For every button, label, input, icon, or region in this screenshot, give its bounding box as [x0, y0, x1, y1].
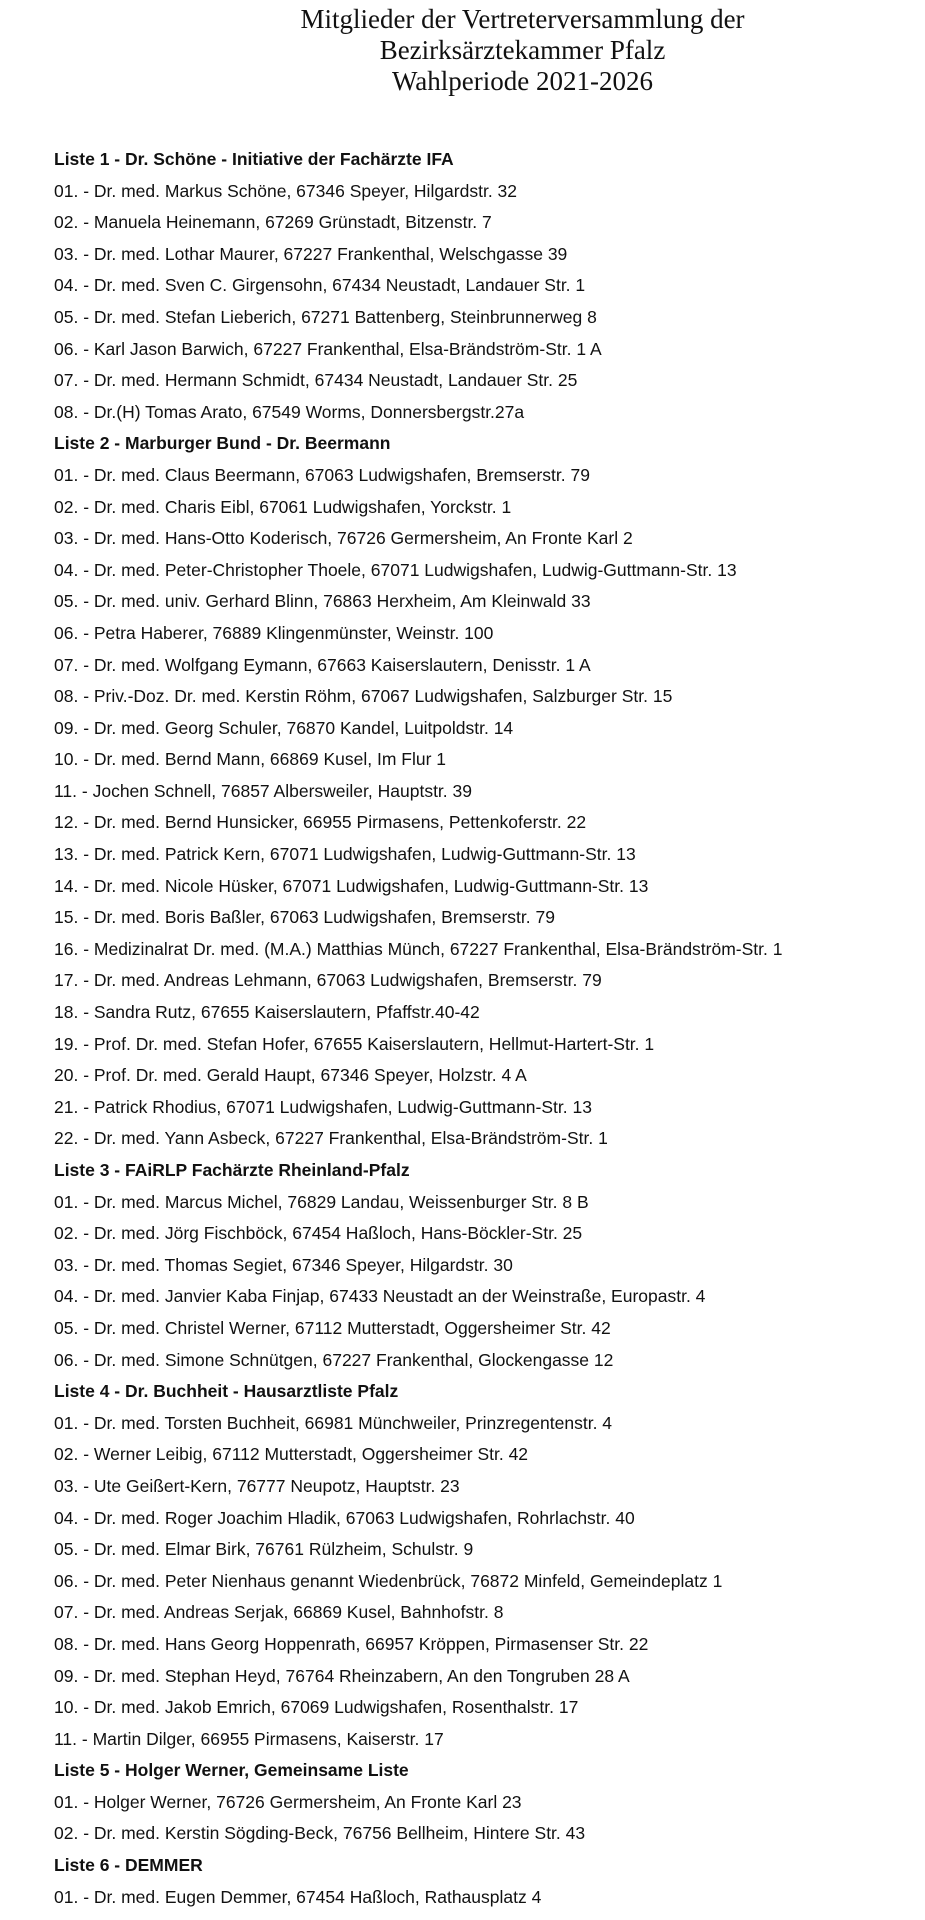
member-entry: 20. - Prof. Dr. med. Gerald Haupt, 67346 Speyer, Holzstr. 4 A	[54, 1065, 527, 1086]
member-entry: 01. - Dr. med. Torsten Buchheit, 66981 Münchweiler, Prinzregentenstr. 4	[54, 1412, 613, 1433]
member-entry: 13. - Dr. med. Patrick Kern, 67071 Ludwigshafen, Ludwig-Guttmann-Str. 13	[54, 844, 636, 865]
member-entry: 10. - Dr. med. Bernd Mann, 66869 Kusel, Im Flur 1	[54, 749, 446, 770]
member-entry: 03. - Dr. med. Lothar Maurer, 67227 Frankenthal, Welschgasse 39	[54, 243, 568, 264]
list-section	[54, 428, 919, 1155]
member-entry: 06. - Dr. med. Peter Nienhaus genannt Wiedenbrück, 76872 Minfeld, Gemeindeplatz 1	[54, 1570, 723, 1591]
member-entry: 02. - Werner Leibig, 67112 Mutterstadt, Oggersheimer Str. 42	[54, 1444, 529, 1465]
member-entry: 08. - Dr. med. Hans Georg Hoppenrath, 66957 Kröppen, Pirmasenser Str. 22	[54, 1633, 649, 1654]
title-line-3: Wahlperiode 2021-2026	[391, 66, 653, 96]
member-entry: 19. - Prof. Dr. med. Stefan Hofer, 67655 Kaiserslautern, Hellmut-Hartert-Str. 1	[54, 1033, 655, 1054]
member-entry: 14. - Dr. med. Nicole Hüsker, 67071 Ludwigshafen, Ludwig-Guttmann-Str. 13	[54, 875, 649, 896]
member-entry: 11. - Jochen Schnell, 76857 Albersweiler, Hauptstr. 39	[54, 780, 472, 801]
member-entry: 05. - Dr. med. Elmar Birk, 76761 Rülzheim, Schulstr. 9	[54, 1539, 474, 1560]
list-section	[54, 1155, 919, 1376]
member-entry: 01. - Dr. med. Claus Beermann, 67063 Ludwigshafen, Bremserstr. 79	[54, 464, 590, 485]
member-entry: 07. - Dr. med. Wolfgang Eymann, 67663 Kaiserslautern, Denisstr. 1 A	[54, 654, 591, 675]
member-entry: 04. - Dr. med. Janvier Kaba Finjap, 67433 Neustadt an der Weinstraße, Europastr. 4	[54, 1286, 706, 1307]
member-entry: 03. - Dr. med. Hans-Otto Koderisch, 76726 Germersheim, An Fronte Karl 2	[54, 528, 633, 549]
member-entry: 06. - Petra Haberer, 76889 Klingenmünster, Weinstr. 100	[54, 622, 494, 643]
document-title	[0, 4, 925, 97]
member-entry: 01. - Dr. med. Eugen Demmer, 67454 Haßloch, Rathausplatz 4	[54, 1886, 542, 1907]
member-entry: 05. - Dr. med. Christel Werner, 67112 Mutterstadt, Oggersheimer Str. 42	[54, 1317, 611, 1338]
member-entry: 05. - Dr. med. Stefan Lieberich, 67271 Battenberg, Steinbrunnerweg 8	[54, 306, 597, 327]
member-entry: 16. - Medizinalrat Dr. med. (M.A.) Matthias Münch, 67227 Frankenthal, Elsa-Brändström-Str. 1	[54, 938, 783, 959]
member-entry: 04. - Dr. med. Roger Joachim Hladik, 67063 Ludwigshafen, Rohrlachstr. 40	[54, 1507, 635, 1528]
member-entry: 10. - Dr. med. Jakob Emrich, 67069 Ludwigshafen, Rosenthalstr. 17	[54, 1697, 579, 1718]
member-entry: 04. - Dr. med. Peter-Christopher Thoele, 67071 Ludwigshafen, Ludwig-Guttmann-Str. 13	[54, 559, 737, 580]
member-entry: 02. - Dr. med. Charis Eibl, 67061 Ludwigshafen, Yorckstr. 1	[54, 496, 512, 517]
member-entry: 18. - Sandra Rutz, 67655 Kaiserslautern, Pfaffstr.40-42	[54, 1002, 480, 1023]
list-heading: Liste 2 - Marburger Bund - Dr. Beermann	[54, 433, 391, 454]
member-entry: 07. - Dr. med. Andreas Serjak, 66869 Kusel, Bahnhofstr. 8	[54, 1602, 504, 1623]
member-entry: 04. - Dr. med. Sven C. Girgensohn, 67434 Neustadt, Landauer Str. 1	[54, 275, 586, 296]
member-entry: 02. - Manuela Heinemann, 67269 Grünstadt, Bitzenstr. 7	[54, 212, 492, 233]
member-entry: 22. - Dr. med. Yann Asbeck, 67227 Frankenthal, Elsa-Brändström-Str. 1	[54, 1128, 608, 1149]
list-heading: Liste 4 - Dr. Buchheit - Hausarztliste Pfalz	[54, 1381, 399, 1402]
member-entry: 09. - Dr. med. Stephan Heyd, 76764 Rheinzabern, An den Tongruben 28 A	[54, 1665, 630, 1686]
member-entry: 01. - Holger Werner, 76726 Germersheim, An Fronte Karl 23	[54, 1791, 522, 1812]
member-entry: 12. - Dr. med. Bernd Hunsicker, 66955 Pirmasens, Pettenkoferstr. 22	[54, 812, 587, 833]
list-section	[54, 144, 919, 428]
member-entry: 09. - Dr. med. Georg Schuler, 76870 Kandel, Luitpoldstr. 14	[54, 717, 514, 738]
list-heading: Liste 1 - Dr. Schöne - Initiative der Fachärzte IFA	[54, 149, 454, 169]
member-entry: 08. - Dr.(H) Tomas Arato, 67549 Worms, Donnersbergstr.27a	[54, 401, 525, 422]
member-entry: 07. - Dr. med. Hermann Schmidt, 67434 Neustadt, Landauer Str. 25	[54, 370, 578, 391]
list-heading: Liste 6 - DEMMER	[54, 1855, 203, 1876]
member-entry: 05. - Dr. med. univ. Gerhard Blinn, 76863 Herxheim, Am Kleinwald 33	[54, 591, 591, 612]
member-entry: 02. - Dr. med. Kerstin Sögding-Beck, 76756 Bellheim, Hintere Str. 43	[54, 1823, 586, 1844]
member-entry: 02. - Dr. med. Jörg Fischböck, 67454 Haßloch, Hans-Böckler-Str. 25	[54, 1223, 583, 1244]
member-entry: 01. - Dr. med. Markus Schöne, 67346 Speyer, Hilgardstr. 32	[54, 180, 518, 201]
list-heading: Liste 5 - Holger Werner, Gemeinsame Liste	[54, 1760, 409, 1781]
list-section	[54, 1376, 919, 1755]
member-entry: 08. - Priv.-Doz. Dr. med. Kerstin Röhm, 67067 Ludwigshafen, Salzburger Str. 15	[54, 686, 673, 707]
member-entry: 21. - Patrick Rhodius, 67071 Ludwigshafen, Ludwig-Guttmann-Str. 13	[54, 1096, 592, 1117]
member-lists	[54, 144, 919, 1913]
list-section	[54, 1755, 919, 1850]
member-entry: 06. - Dr. med. Simone Schnütgen, 67227 Frankenthal, Glockengasse 12	[54, 1349, 614, 1370]
member-entry: 15. - Dr. med. Boris Baßler, 67063 Ludwigshafen, Bremserstr. 79	[54, 907, 555, 928]
list-section	[54, 1850, 919, 1913]
member-entry: 03. - Dr. med. Thomas Segiet, 67346 Speyer, Hilgardstr. 30	[54, 1254, 513, 1275]
member-entry: 01. - Dr. med. Marcus Michel, 76829 Landau, Weissenburger Str. 8 B	[54, 1191, 589, 1212]
member-entry: 11. - Martin Dilger, 66955 Pirmasens, Kaiserstr. 17	[54, 1728, 444, 1749]
list-heading: Liste 3 - FAiRLP Fachärzte Rheinland-Pfalz	[54, 1160, 410, 1180]
member-entry: 06. - Karl Jason Barwich, 67227 Frankenthal, Elsa-Brändström-Str. 1 A	[54, 338, 602, 359]
member-entry: 17. - Dr. med. Andreas Lehmann, 67063 Ludwigshafen, Bremserstr. 79	[54, 970, 602, 991]
member-entry: 03. - Ute Geißert-Kern, 76777 Neupotz, Hauptstr. 23	[54, 1475, 460, 1496]
title-line-1: Mitglieder der Vertreterversammlung der	[300, 4, 745, 34]
title-line-2: Bezirksärztekammer Pfalz	[379, 35, 666, 65]
